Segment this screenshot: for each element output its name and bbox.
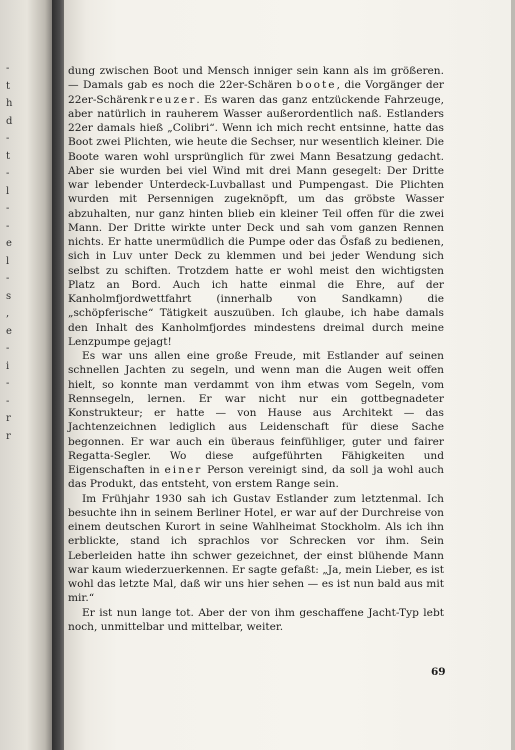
page-edge <box>511 0 515 750</box>
paragraph-legacy <box>68 606 444 635</box>
spaced-emphasis-text: einer <box>164 464 203 476</box>
facing-page-edge <box>0 0 60 750</box>
facing-page-letter-fragments: - t h d - t - l - - e l - s , e - i - - r r <box>6 63 13 442</box>
text-run: Im Frühjahr 1930 sah ich Gustav Estlander zum letztenmal. Ich besuchte ihn in seinem Berliner Hotel, er war auf der Durchreise von einem deutschen Kurort in seine Wahlheimat Stockholm. Als ich ihn erblickte, stand ich sprachlos vor Schrecken vor ihm. Sein Leberleiden hatte ihn schwer gezeichnet, der einst blühende Mann war kaum wiederzuerkennen. Er sagte gefaßt: „Ja, mein Lieber, es ist wohl das letzte Mal, daß wir uns hier sehen — es ist nun bald aus mit mir.“ <box>68 492 444 605</box>
text-run: Es war uns allen eine große Freude, mit Estlander auf seinen schnellen Jachten zu segeln, und wenn man die Augen weit offen hielt, so konnte man verdammt von ihm etwas vom Segeln, vom Rennsegeln, lernen. Er war nicht nur ein gottbegnadeter Konstrukteur; er hatte — von Hause aus Architekt — das Jachtenzeichnen lediglich aus Leidenschaft für diese Sache begonnen. Er war auch ein überaus feinfühliger, guter und fairer Regatta-Segler. Wo diese aufgeführten Fähigkeiten und Eigenschaften in <box>68 350 444 476</box>
body-text <box>68 64 444 634</box>
text-run: Person vereinigt sind, da soll ja wohl auch das Produkt, das entsteht, von erstem Range sein. <box>68 464 444 491</box>
text-run: . Es waren das ganz entzückende Fahrzeuge, aber natürlich in rauherem Wasser außerordentlich naß. Estlanders 22er damals hieß „Colibri“. Wenn ich mich recht entsinne, hatte das Boot zwei Plichten, wie heute die Sechser, nur wesentlich kleiner. Die Boote waren wohl ursprünglich für zwei Mann Besatzung gedacht. Aber sie wurden bei viel Wind mit drei Mann gesegelt: Der Dritte war lebender Unterdeck-Luvballast und Pumpengast. Die Plichten wurden mit Persennigen zugeknöpft, um das gröbste Wasser abzuhalten, nur ganz hinten blieb ein kleiner Teil offen für die zwei Mann. Der Dritte wirkte unter Deck und sah vom ganzen Rennen nichts. Er hatte unermüdlich die Pumpe oder das Ösfaß zu bedienen, sich in Luv unter Deck zu klemmen und bei jeder Wendung sich selbst zu schiften. Trotzdem hatte er wohl meist den wichtigsten Platz an Bord. Auch ich hatte einmal die Ehre, auf der Kanholmfjordwettfahrt (innerhalb von Sandkamn) die „schöpferische“ Tätigkeit auszuüben. Ich glaube, ich habe damals den Inhalt des Kanholmfjordes mindestens dreimal durch meine Lenzpumpe gejagt! <box>68 93 444 348</box>
text-run: Er ist nun lange tot. Aber der von ihm geschaffene Jacht-Typ lebt noch, unmittelbar und mittelbar, weiter. <box>68 606 444 633</box>
paragraph-boats <box>68 64 444 349</box>
paragraph-last-meeting <box>68 492 444 606</box>
page-number: 69 <box>431 666 446 678</box>
spaced-emphasis-text: boote <box>296 79 337 92</box>
paragraph-sailing-with-estlander <box>68 349 444 492</box>
text-run: , die Vorgänger der 22er-Schären <box>68 79 444 106</box>
spaced-emphasis-text: kreuzer <box>140 93 197 106</box>
text-run: dung zwischen Boot und Mensch inniger sein kann als im größeren. — Damals gab es noch die 22er-Schären <box>68 65 444 92</box>
